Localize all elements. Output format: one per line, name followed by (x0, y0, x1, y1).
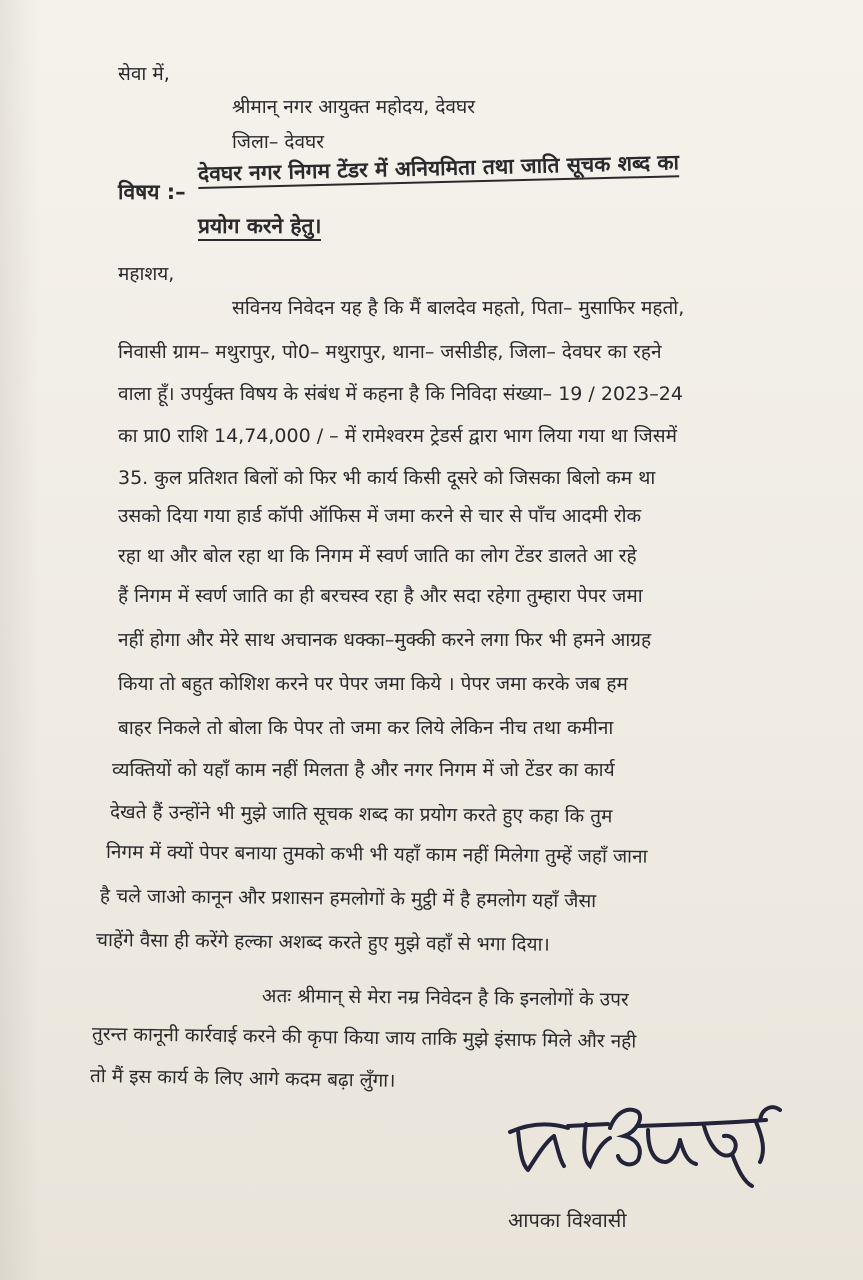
subject-line-2: प्रयोग करने हेतु। (198, 214, 321, 241)
subject-line-2-wrap (198, 214, 321, 238)
body-line: बाहर निकले तो बोला कि पेपर तो जमा कर लिये लेकिन नीच तथा कमीना (118, 717, 614, 739)
body-line: चाहेंगे वैसा ही करेंगे हल्का अशब्द करते हुए मुझे वहाँ से भगा दिया। (95, 929, 550, 956)
addressee: श्रीमान् नगर आयुक्त महोदय, देवघर (232, 96, 475, 118)
body-line: व्यक्तियों को यहाँ काम नहीं मिलता है और नगर निगम में जो टेंडर का कार्य (112, 759, 615, 781)
body-line: देखते हैं उन्होंने भी मुझे जाति सूचक शब्द का प्रयोग करते हुए कहा कि तुम (109, 801, 613, 828)
greeting: महाशय, (118, 263, 175, 285)
body-line: किया तो बहुत कोशिश करने पर पेपर जमा किये । पेपर जमा करके जब हम (118, 673, 628, 695)
request-line: अतः श्रीमान् से मेरा नम्र निवेदन है कि इनलोगों के उपर (261, 985, 629, 1011)
page-shadow (0, 0, 40, 1280)
signature (498, 1102, 788, 1197)
subject-line-1: देवघर नगर निगम टेंडर में अनियमिता तथा जाति सूचक शब्द का (198, 150, 680, 189)
request-line: तो मैं इस कार्य के लिए आगे कदम बढ़ा लुँगा। (89, 1065, 396, 1092)
body-line: निवासी ग्राम– मथुरापुर, पो0– मथुरापुर, थाना– जसीडीह, जिला– देवघर का रहने (118, 341, 662, 363)
body-line: हैं निगम में स्वर्ण जाति का ही बरचस्व रहा है और सदा रहेगा तुम्हारा पेपर जमा (118, 585, 643, 607)
body-line: 35. कुल प्रतिशत बिलों को फिर भी कार्य किसी दूसरे को जिसका बिलो कम था (118, 467, 656, 489)
body-line: उसको दिया गया हार्ड कॉपी ऑफिस में जमा करने से चार से पाँच आदमी रोक (118, 505, 642, 527)
request-line: तुरन्त कानूनी कार्रवाई करने की कृपा किया जाय ताकि मुझे इंसाफ मिले और नही (91, 1023, 637, 1053)
closing: आपका विश्वासी (508, 1208, 627, 1232)
body-line: है चले जाओ कानून और प्रशासन हमलोगों के मुट्ठी में है हमलोग यहाँ जैसा (99, 885, 597, 913)
body-line: का प्रा0 राशि 14,74,000 / – में रामेश्वरम ट्रेडर्स द्वारा भाग लिया गया था जिसमें (118, 425, 677, 447)
subject-label: विषय :– (118, 180, 186, 204)
body-line: वाला हूँ। उपर्युक्त विषय के संबंध में कहना है कि निविदा संख्या– 19 / 2023–24 (118, 383, 683, 405)
body-line: सविनय निवेदन यह है कि मैं बालदेव महतो, पिता– मुसाफिर महतो, (232, 297, 685, 319)
body-line: निगम में क्यों पेपर बनाया तुमको कभी भी यहाँ काम नहीं मिलेगा तुम्हें जहाँ जाना (105, 841, 648, 868)
body-line: रहा था और बोल रहा था कि निगम में स्वर्ण जाति का लोग टेंडर डालते आ रहे (118, 545, 637, 567)
district-line: जिला– देवघर (232, 131, 325, 153)
salutation-to: सेवा में, (118, 63, 170, 85)
body-line: नहीं होगा और मेरे साथ अचानक धक्का–मुक्की करने लगा फिर भी हमने आग्रह (118, 629, 652, 651)
